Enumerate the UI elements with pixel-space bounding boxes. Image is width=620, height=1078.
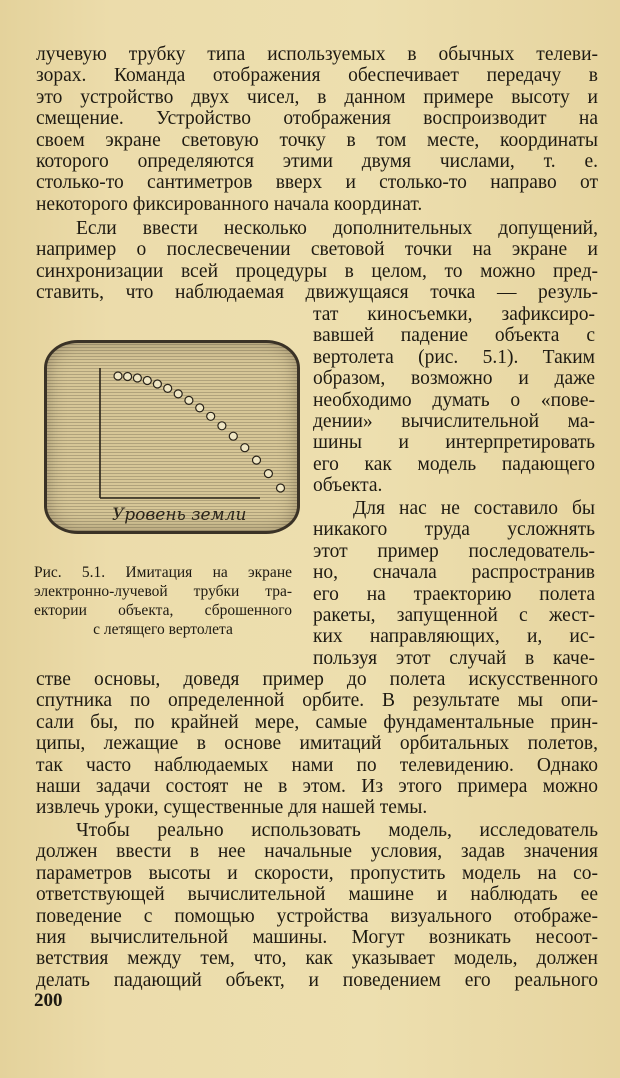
text-line: наши задачи состоят не в этом. Из этого примера можно	[36, 775, 598, 797]
paragraph-complication	[313, 498, 595, 669]
falling-object-trajectory	[40, 338, 300, 550]
trajectory-dot	[124, 373, 132, 381]
paragraph-assumptions	[36, 218, 598, 304]
trajectory-dot	[253, 456, 261, 464]
text-line: ния вычислительной машины. Могут возникать несоот-	[36, 926, 598, 948]
text-line: шины и интерпретировать	[313, 432, 595, 454]
text-line: смещение. Устройство отображения воспроизводит на	[36, 108, 598, 130]
text-line: тат киносъемки, зафиксиро-	[313, 304, 595, 325]
trajectory-dot	[114, 372, 122, 380]
trajectory-dot	[264, 470, 272, 478]
trajectory-dot	[153, 380, 161, 388]
caption-line: Рис. 5.1. Имитация на экране	[34, 564, 292, 581]
text-line: сали бы, по крайней мере, самые фундаментальные прин-	[36, 711, 598, 733]
text-line: зорах. Команда отображения обеспечивает передачу в	[36, 65, 598, 87]
text-line: Для нас не составило бы	[353, 498, 595, 519]
trajectory-dot	[277, 484, 285, 492]
caption-line: электронно-лучевой трубки тра-	[34, 583, 292, 600]
text-line: делать падающий объект, и поведением его реального	[36, 969, 598, 991]
text-line: образом, возможно и даже	[313, 368, 595, 390]
page-number: 200	[34, 990, 63, 1011]
trajectory-dot	[174, 390, 182, 398]
text-line: ставить, что наблюдаемая движущаяся точка — резуль-	[36, 282, 598, 304]
trajectory-dot	[218, 422, 226, 430]
text-line: но, сначала распространив	[313, 562, 595, 584]
text-line: этот пример последователь-	[313, 540, 595, 562]
paragraph-complication-continued	[36, 669, 598, 819]
trajectory-dot	[164, 384, 172, 392]
text-line: лучевую трубку типа используемых в обычных телеви-	[36, 44, 598, 65]
text-line: его на траекторию полета	[313, 583, 595, 605]
paragraph-assumptions-continued	[313, 304, 595, 497]
text-line: столько-то сантиметров вверх и столько-то направо от	[36, 172, 598, 194]
figure-crt-screen	[40, 338, 300, 550]
caption-line: ектории объекта, сброшенного	[34, 602, 292, 619]
text-line: никакого труда усложнять	[313, 519, 595, 541]
text-line: необходимо думать о «пове-	[313, 389, 595, 411]
text-line: дении» вычислительной ма-	[313, 410, 595, 432]
text-line: ответствующей вычислительной машине и наблюдать ее	[36, 884, 598, 906]
figure-caption	[34, 563, 292, 639]
text-line: параметров высоты и скорости, пропустить модель на со-	[36, 862, 598, 884]
text-line: Чтобы реально использовать модель, исследователь	[76, 820, 598, 841]
text-line: вавшей падение объекта с	[313, 325, 595, 347]
text-line: своем экране световую точку в том месте, координаты	[36, 129, 598, 151]
text-line: так часто наблюдаемых нами по телевидению. Однако	[36, 754, 598, 776]
text-line: должен ввести в нее начальные условия, задав значения	[36, 841, 598, 863]
caption-line: с летящего вертолета	[93, 621, 233, 638]
trajectory-dot	[229, 432, 237, 440]
text-line: ципы, лежащие в основе имитаций орбитальных полетов,	[36, 733, 598, 755]
text-line: Если ввести несколько дополнительных допущений,	[76, 218, 598, 239]
trajectory-dot	[241, 444, 249, 452]
text-line: спутника по определенной орбите. В результате мы опи-	[36, 690, 598, 712]
text-line: поведение с помощью устройства визуального отображе-	[36, 905, 598, 927]
trajectory-dot	[143, 377, 151, 385]
text-line: некоторого фиксированного начала координат.	[36, 193, 423, 215]
text-line: извлечь уроки, существенные для нашей темы.	[36, 797, 428, 819]
text-line: объекта.	[313, 475, 383, 497]
trajectory-dot	[196, 404, 204, 412]
text-line: которого определяются этими двумя числами, т. е.	[36, 150, 598, 172]
trajectory-dot	[207, 412, 215, 420]
ground-level-label: Уровень земли	[112, 505, 247, 525]
text-line: ракеты, запущенной с жест-	[313, 604, 595, 626]
paragraph-display-description	[36, 44, 598, 215]
text-line: синхронизации всей процедуры в целом, то можно пред-	[36, 260, 598, 282]
trajectory-dot	[133, 374, 141, 382]
text-line: стве основы, доведя пример до полета искусственного	[36, 669, 598, 690]
text-line: пользуя этот случай в каче-	[313, 647, 595, 669]
text-line: например о послесвечении световой точки на экране и	[36, 239, 598, 261]
paragraph-model-usage	[36, 820, 598, 991]
trajectory-dot	[185, 396, 193, 404]
trajectory-dots	[114, 372, 285, 492]
text-line: вертолета (рис. 5.1). Таким	[313, 346, 595, 368]
text-line: его как модель падающего	[313, 453, 595, 475]
text-line: ветствия между тем, что, как указывает модель, должен	[36, 948, 598, 970]
text-line: это устройство двух чисел, в данном примере высоту и	[36, 86, 598, 108]
text-line: ких направляющих, и, ис-	[313, 626, 595, 648]
